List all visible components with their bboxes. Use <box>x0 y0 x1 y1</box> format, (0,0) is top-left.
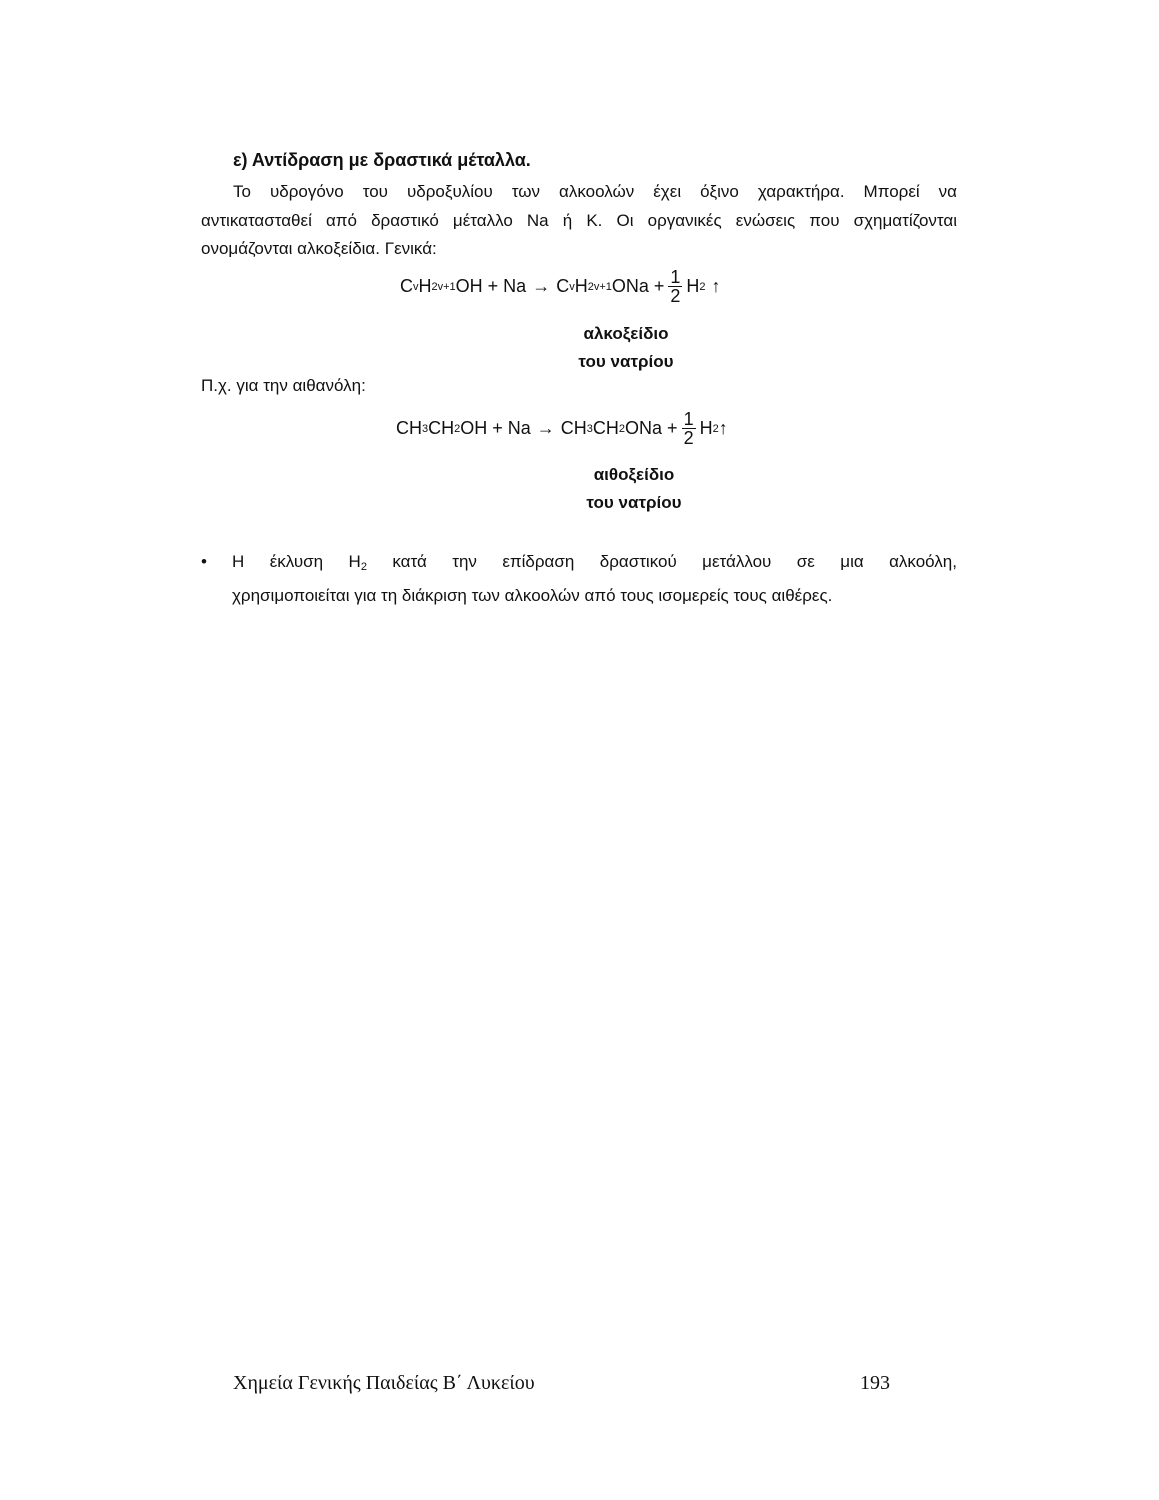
page-number: 193 <box>860 1372 890 1394</box>
ethanol-equation: CH 3 CH 2 OH + Na → CH 3 CH 2 ONa + $\frac{1}{2}$ H 2 ↑ <box>396 409 728 448</box>
bullet-line: χρησιμοποιείται για τη διάκριση των αλκοολών από τους ισομερείς τους αιθέρες. <box>232 585 833 605</box>
fraction: $\frac{1}{2}$ <box>670 267 681 306</box>
example-intro: Π.χ. για την αιθανόλη: <box>201 376 366 395</box>
bullet-icon: • <box>201 552 207 571</box>
section-heading: ε) Αντίδραση με δραστικά μέταλλα. <box>233 150 531 170</box>
paragraph-line: Το υδρογόνο του υδροξυλίου των αλκοολών έχει όξινο χαρακτήρα. Μπορεί να <box>233 182 957 201</box>
bullet-line: Η έκλυση $H_2$ κατά την επίδραση δραστικού μετάλλου σε μια αλκοόλη, <box>232 552 957 573</box>
product-caption: αιθοξείδιο του νατρίου <box>586 465 682 512</box>
general-equation: C v H 2v+1 OH + Na → C v H 2v+1 ONa + $\frac{1}{2}$ H 2 ↑ <box>400 267 721 306</box>
fraction: $\frac{1}{2}$ <box>683 409 694 448</box>
product-caption: αλκοξείδιο του νατρίου <box>578 324 674 371</box>
paragraph-line: αντικατασταθεί από δραστικό μέταλλο Na ή K. Οι οργανικές ενώσεις που σχηματίζονται <box>201 210 957 230</box>
gas-arrow-icon: ↑ <box>711 276 721 296</box>
gas-arrow-icon: ↑ <box>718 418 728 438</box>
footer-title: Χημεία Γενικής Παιδείας Β΄ Λυκείου <box>233 1372 535 1394</box>
intro-paragraph <box>201 178 957 264</box>
paragraph-line: ονομάζονται αλκοξείδια. Γενικά: <box>201 239 437 258</box>
bullet-note <box>201 548 957 610</box>
reaction-arrow: → <box>532 276 551 296</box>
reaction-arrow: → <box>536 418 555 438</box>
